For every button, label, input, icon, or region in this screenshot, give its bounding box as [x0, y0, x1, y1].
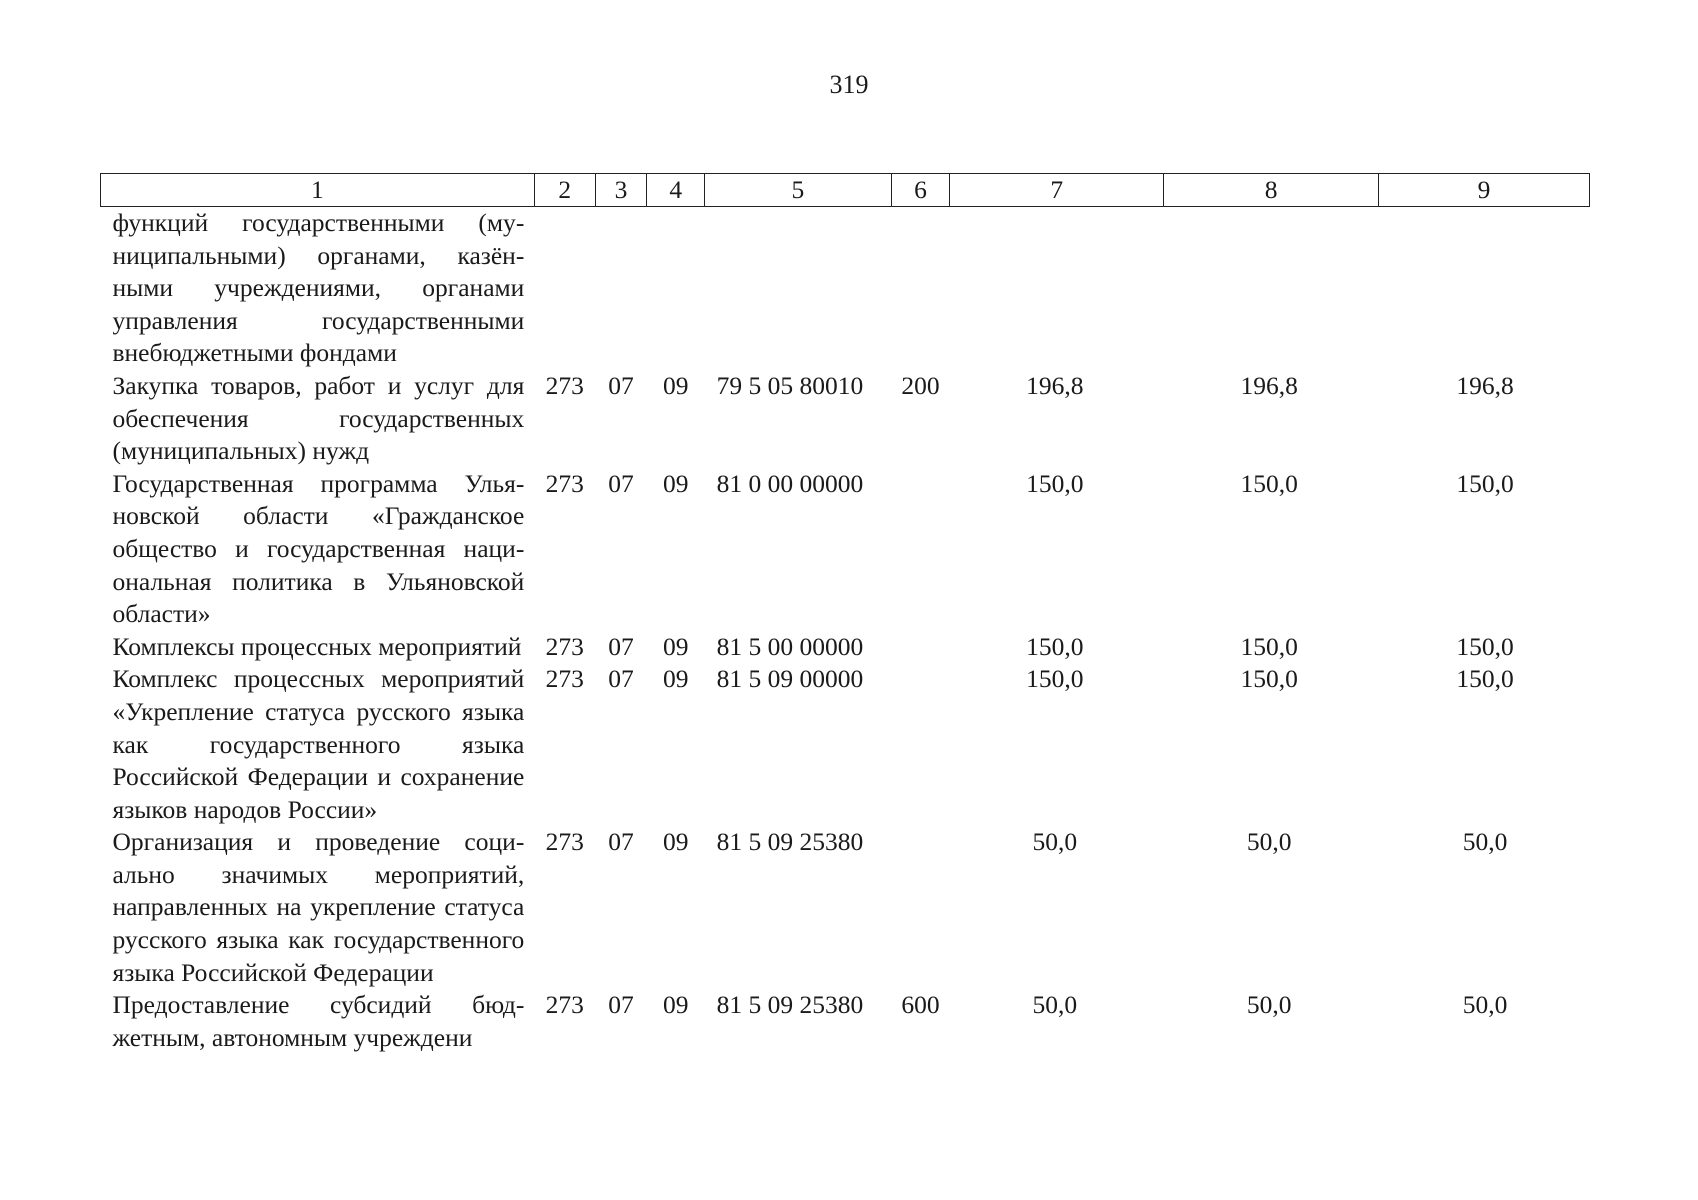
row-code-4: 09: [662, 370, 689, 400]
row-code-2: 273: [545, 990, 584, 1020]
row-name: Закупка товаров, работ и услуг для обеспечения государственных (муниципальных) нужд: [112, 370, 525, 466]
row-code-2: 273: [545, 664, 584, 694]
row-name: функций государственными (муниципальными) органами, казёнными учреждениями, органами управления государственными внебюджетными фондами: [112, 208, 525, 368]
row-code-5: 81 5 09 25380: [716, 827, 864, 857]
page-number: 319: [829, 70, 869, 99]
row-code-2: 273: [545, 827, 584, 857]
row-code-3: [595, 207, 647, 370]
row-name: Государственная программа Ульяновской области «Гражданское общество и государственная национальная политика в Ульяновской области»: [112, 468, 525, 629]
row-code-2: 273: [545, 370, 584, 400]
row-code-4: 09: [662, 664, 689, 694]
table-row: [101, 207, 1590, 370]
table-row: [101, 468, 1590, 631]
row-value-7: 50,0: [1032, 827, 1078, 857]
table-row: [101, 989, 1590, 1054]
row-code-3: 07: [608, 370, 634, 400]
column-header-2: 2: [534, 174, 595, 207]
row-code-2: 273: [545, 468, 584, 498]
column-header-3: 3: [595, 174, 647, 207]
row-value-9: 50,0: [1462, 990, 1508, 1020]
row-value-8: [1164, 207, 1379, 370]
row-value-7: [950, 207, 1164, 370]
row-code-5: 81 5 09 25380: [716, 990, 864, 1020]
column-header-7: 7: [950, 174, 1164, 207]
row-code-4: 09: [662, 631, 689, 661]
row-value-7: 150,0: [1026, 468, 1084, 498]
row-name: Организация и проведение социально значимых мероприятий, направленных на укрепление статуса русского языка как государственного языка Российской Федерации: [112, 827, 525, 987]
row-value-9: 196,8: [1456, 370, 1514, 400]
row-code-6: 200: [901, 370, 940, 400]
column-header-1: 1: [101, 174, 535, 207]
row-value-8: 150,0: [1240, 468, 1298, 498]
row-code-2: 273: [545, 631, 584, 661]
row-code-5: 81 5 00 00000: [716, 631, 864, 661]
row-value-9: 150,0: [1456, 468, 1514, 498]
row-code-6: [891, 468, 950, 631]
row-code-3: 07: [608, 827, 634, 857]
row-code-3: 07: [608, 990, 634, 1020]
row-value-7: 50,0: [1032, 990, 1078, 1020]
row-value-8: 196,8: [1240, 370, 1298, 400]
row-value-9: [1379, 207, 1590, 370]
row-value-9: 150,0: [1456, 664, 1514, 694]
row-value-8: 50,0: [1246, 990, 1292, 1020]
row-name: Комплекс процессных мероприятий «Укрепление статуса русского языка как государственного языка Российской Федерации и сохранение языков народов России»: [112, 664, 525, 824]
row-code-5: 81 5 09 00000: [716, 664, 864, 694]
row-code-6: [891, 663, 950, 826]
row-code-4: 09: [662, 990, 689, 1020]
row-value-8: 50,0: [1246, 827, 1292, 857]
row-value-7: 150,0: [1026, 631, 1084, 661]
row-code-6: [891, 826, 950, 989]
row-value-8: 150,0: [1240, 631, 1298, 661]
row-code-4: 09: [662, 827, 689, 857]
row-code-6: [891, 631, 950, 664]
row-name: Предоставление субсидий бюджетным, автономным учреждени: [112, 990, 525, 1052]
row-code-3: 07: [608, 468, 634, 498]
row-code-4: 09: [662, 468, 689, 498]
column-header-9: 9: [1379, 174, 1590, 207]
column-header-6: 6: [891, 174, 950, 207]
budget-table: [100, 173, 1590, 1054]
row-code-4: [647, 207, 705, 370]
row-code-5: [705, 207, 892, 370]
column-header-4: 4: [647, 174, 705, 207]
row-value-7: 196,8: [1026, 370, 1084, 400]
table-row: [101, 826, 1590, 989]
row-code-5: 79 5 05 80010: [716, 370, 864, 400]
row-value-7: 150,0: [1026, 664, 1084, 694]
row-code-2: [534, 207, 595, 370]
row-code-3: 07: [608, 631, 634, 661]
row-code-5: 81 0 00 00000: [716, 468, 864, 498]
row-name: Комплексы процессных мероприятий: [112, 631, 522, 661]
row-value-9: 150,0: [1456, 631, 1514, 661]
table-row: [101, 631, 1590, 664]
header-row: [101, 174, 1590, 207]
table-row: [101, 663, 1590, 826]
table-row: [101, 370, 1590, 468]
row-value-9: 50,0: [1462, 827, 1508, 857]
column-header-8: 8: [1164, 174, 1379, 207]
row-code-6: 600: [901, 990, 940, 1020]
row-code-3: 07: [608, 664, 634, 694]
row-code-6: [891, 207, 950, 370]
column-header-5: 5: [705, 174, 892, 207]
row-value-8: 150,0: [1240, 664, 1298, 694]
